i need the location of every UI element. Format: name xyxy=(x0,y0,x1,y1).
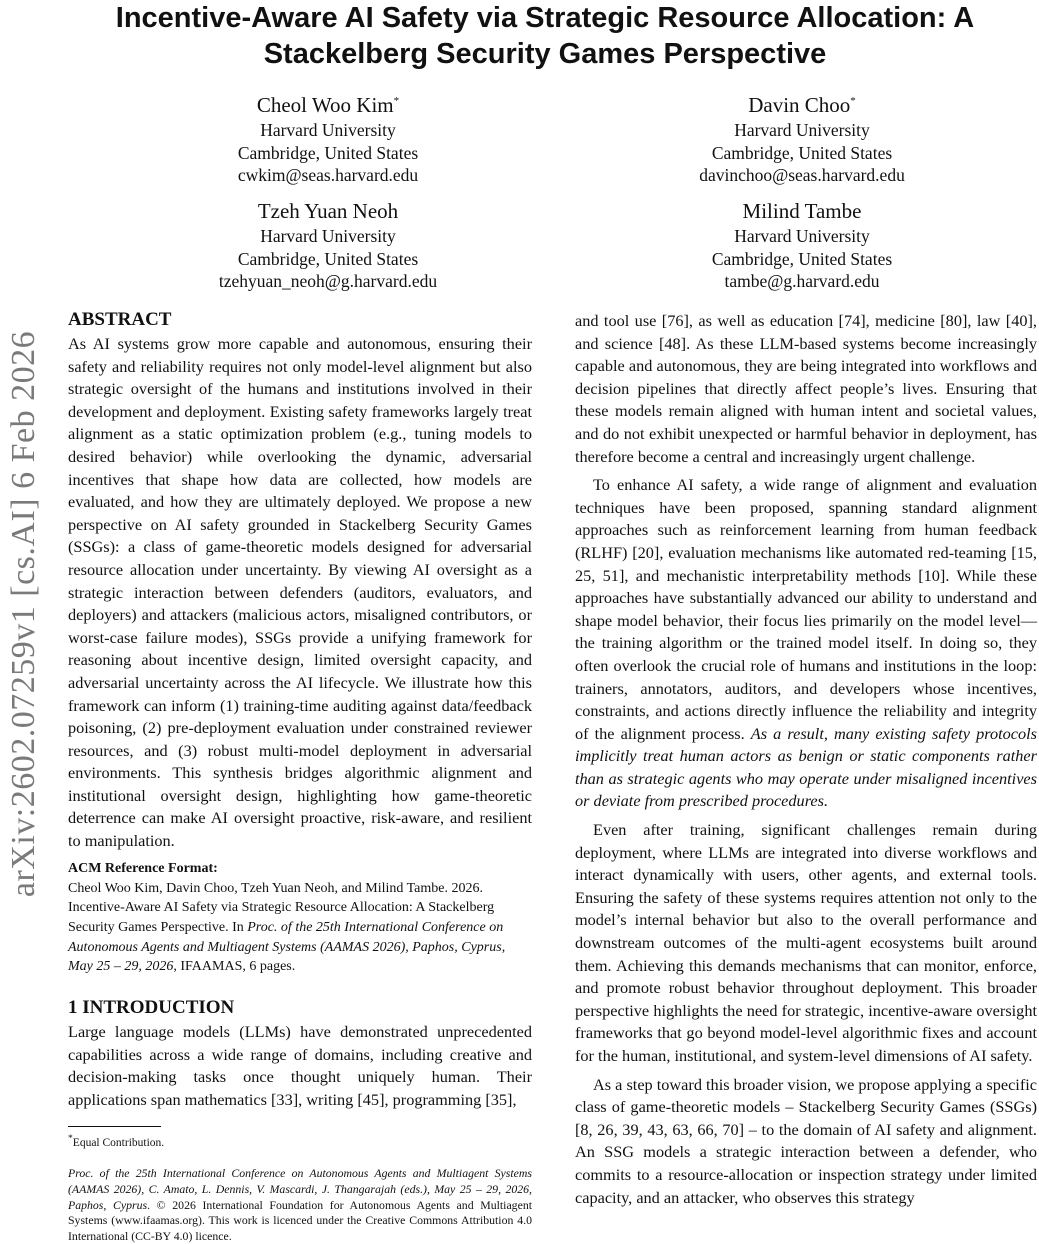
conference-note-rest: . © 2026 International Foundation for Autonomous Agents and Multiagent Systems (www.ifaamas.org). This work is licenced under the Creative Commons Attribution 4.0 International (CC-BY 4.0) licence. xyxy=(68,1197,532,1243)
author-email: tzehyuan_neoh@g.harvard.edu xyxy=(218,271,438,292)
author-location: Cambridge, United States xyxy=(711,248,893,269)
footnote-rule xyxy=(68,1126,161,1127)
author-name: Tzeh Yuan Neoh xyxy=(257,199,399,223)
author-block-1 xyxy=(178,87,478,187)
acm-reference-label: ACM Reference Format: xyxy=(68,860,218,876)
equal-contrib-mark: * xyxy=(393,95,400,107)
intro-paragraph-4: As a step toward this broader vision, we propose applying a specific class of game-theoretic models – Stackelberg Security Games (SSGs) [8, 26, 39, 43, 63, 66, 70] – to the domain of AI safety and alignment. An SSG models a strategic interaction between a defender, who commits to a resource-allocation or inspection strategy under limited capacity, and an attacker, who observes this strategy xyxy=(575,1074,1038,1207)
acm-reference-tail: , IFAAMAS, 6 pages. xyxy=(173,959,296,975)
intro-paragraph-3: Even after training, significant challenges remain during deployment, where LLMs are integrated into diverse workflows and interact dynamically with users, other agents, and external tools. Ensuring the safety of these systems requires attention not only to the model’s internal behavior but also to the overall performance and downstream outcomes of the multi-agent ecosystems built around them. Achieving this demands mechanisms that can monitor, enforce, and promote robust behavior throughout deployment. This broader perspective highlights the need for strategic, incentive-aware oversight frameworks that go beyond model-level algorithmic fixes and account for the human, institutional, and system-level dimensions of AI safety. xyxy=(575,820,1037,1065)
author-name: Milind Tambe xyxy=(742,199,862,223)
author-name: Davin Choo xyxy=(748,93,851,117)
intro-paragraph-1: Large language models (LLMs) have demonstrated unprecedented capabilities across a wide range of domains, including creative and decision-making tasks once thought uniquely human. Their applications span mathematics [33], writing [45], programming [35], xyxy=(68,1022,532,1109)
paper-title: Incentive-Aware AI Safety via Strategic Resource Allocation: A Stackelberg Security Games Perspective xyxy=(115,2,975,70)
author-block-3 xyxy=(178,197,478,293)
intro-paragraph-2 xyxy=(575,474,1037,813)
acm-reference xyxy=(68,879,532,978)
author-location: Cambridge, United States xyxy=(711,142,893,163)
author-email: cwkim@seas.harvard.edu xyxy=(237,165,419,186)
author-affiliation: Harvard University xyxy=(734,120,870,140)
intro-paragraph-1-continued: and tool use [76], as well as education [74], medicine [80], law [40], and science [48]. As these LLM-based systems become increasingly capable and autonomous, they are being integrated into workflows and decision pipelines that directly affect people’s lives. Ensuring that these models remain aligned with human intent and societal values, and do not exhibit unexpected or harmful behavior in deployment, has therefore become a central and increasingly urgent challenge. xyxy=(575,311,1037,466)
author-location: Cambridge, United States xyxy=(237,142,419,163)
equal-contrib-mark: * xyxy=(850,95,856,107)
acm-reference-authors: Cheol Woo Kim, Davin Choo, Tzeh Yuan Neoh, and Milind Tambe. 2026. Incentive-Aware AI Safety via Strategic Resource Allocation: A Stackelberg Security Games Perspective. In xyxy=(68,880,495,936)
author-location: Cambridge, United States xyxy=(237,248,419,269)
arxiv-stamp xyxy=(2,284,46,944)
author-affiliation: Harvard University xyxy=(260,120,396,140)
abstract-heading: ABSTRACT xyxy=(68,309,172,330)
author-affiliation: Harvard University xyxy=(260,226,396,246)
conference-note-italic: Proc. of the 25th International Conference on Autonomous Agents and Multiagent Systems (AAMAS 2026), C. Amato, L. Dennis, V. Mascardi, J. Thangarajah (eds.), May 25 – 29, 2026, Paphos, Cyprus xyxy=(68,1166,532,1212)
right-column xyxy=(575,310,1037,1209)
acm-reference-venue: Proc. of the 25th International Conference on Autonomous Agents and Multiagent Systems (AAMAS 2026), Paphos, Cyprus, May 25 – 29, 2026 xyxy=(68,920,506,975)
author-email: davinchoo@seas.harvard.edu xyxy=(699,165,905,186)
intro-paragraph-2-text: To enhance AI safety, a wide range of alignment and evaluation techniques have been proposed, spanning standard alignment approaches such as reinforcement learning from human feedback (RLHF) [20], evaluation mechanisms like automated red-teaming [15, 25, 51], and mechanistic interpretability methods [10]. While these approaches have substantially advanced our ability to understand and shape model behavior, their focus lies primarily on the model level—the training algorithm or the trained model itself. In doing so, they often overlook the crucial role of humans and institutions in the loop: trainers, annotators, auditors, and developers whose incentives, constraints, and actions directly influence the reliability and integrity of the alignment process. xyxy=(575,475,1037,743)
introduction-heading: 1 INTRODUCTION xyxy=(68,997,235,1019)
footnote xyxy=(68,1131,532,1151)
author-block-4 xyxy=(652,197,952,293)
footnote-mark: * xyxy=(68,1132,73,1144)
footnote-text: Equal Contribution. xyxy=(72,1136,165,1149)
arxiv-id: arXiv:2602.07259v1 [cs.AI] 6 Feb 2026 xyxy=(5,330,43,898)
author-name: Cheol Woo Kim xyxy=(256,93,394,117)
author-email: tambe@g.harvard.edu xyxy=(724,271,880,292)
intro-paragraph-2-italic: As a result, many existing safety protocols implicitly treat human actors as benign or static components rather than as strategic agents who may operate under misaligned incentives or deviate from prescribed procedures. xyxy=(575,723,1037,811)
author-block-2 xyxy=(652,87,952,187)
conference-note xyxy=(68,1166,532,1244)
left-column xyxy=(68,307,532,1244)
abstract-text: As AI systems grow more capable and autonomous, ensuring their safety and reliability requires not only model-level alignment but also strategic oversight of the humans and institutions involved in their development and deployment. Existing safety frameworks largely treat alignment as a static optimization problem (e.g., tuning models to desired behavior) while overlooking the dynamic, adversarial incentives that shape how data are collected, how models are evaluated, and how they are ultimately deployed. We propose a new perspective on AI safety grounded in Stackelberg Security Games (SSGs): a class of game-theoretic models designed for adversarial resource allocation under uncertainty. By viewing AI oversight as a strategic interaction between defenders (auditors, evaluators, and deployers) and attackers (malicious actors, misaligned contributors, or worst-case failure modes), SSGs provide a unifying framework for reasoning about incentive design, limited oversight capacity, and adversarial uncertainty across the AI lifecycle. We illustrate how this framework can inform (1) training-time auditing against data/feedback poisoning, (2) pre-deployment evaluation under constrained reviewer resources, and (3) robust multi-model deployment in adversarial environments. This synthesis bridges algorithmic alignment and institutional oversight design, highlighting how game-theoretic deterrence can make AI oversight proactive, risk-aware, and resilient to manipulation. xyxy=(68,334,532,851)
author-affiliation: Harvard University xyxy=(734,226,870,246)
